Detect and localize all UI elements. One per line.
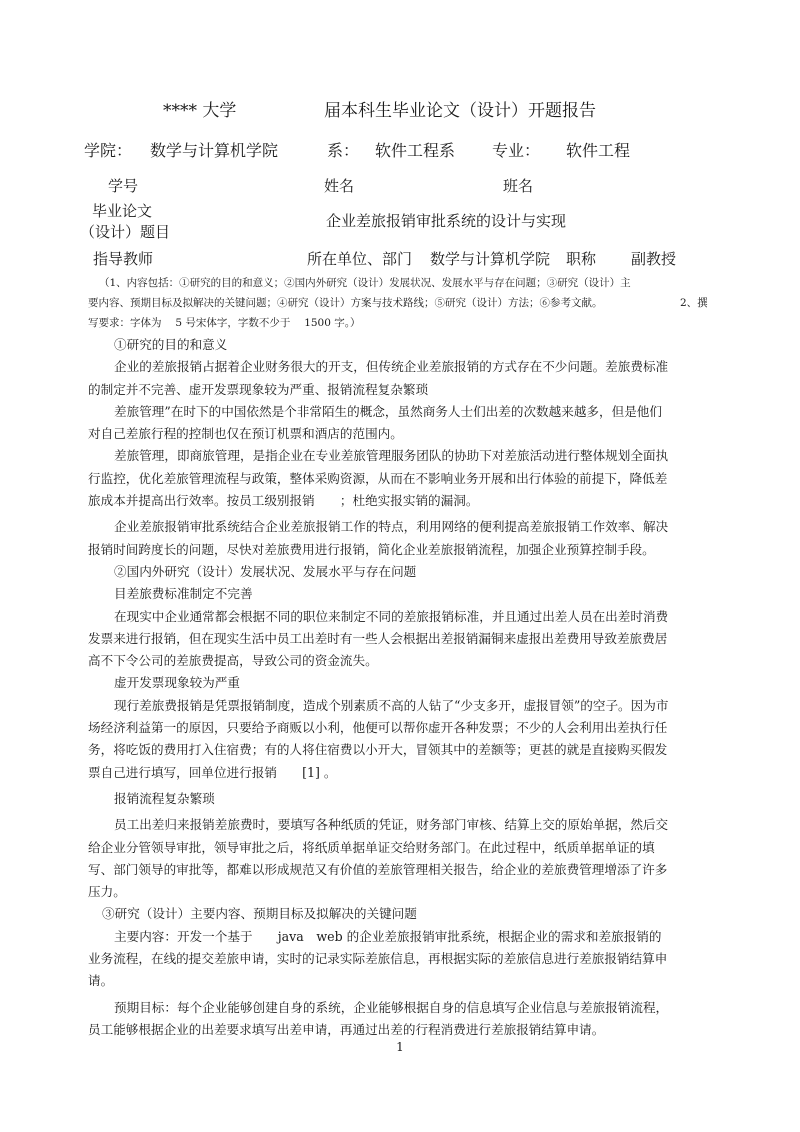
paragraph: 员工出差归来报销差旅费时，要填写各种纸质的凭证，财务部门审核、结算上交的原始单据，然后交给企业分管领导审批，领导审批之后，将纸质单据单证交给财务部门。在此过程中，纸质单据单证的填写、部门领导的审批等，都难以形成规范又有价值的差旅管理相关报告，给企业的差旅费管理增添了许多压力。	[88, 817, 669, 900]
rank-label: 职称	[566, 250, 597, 268]
unit-value: 数学与计算机学院	[430, 250, 551, 268]
college-value: 数学与计算机学院	[150, 141, 279, 160]
paragraph: 差旅管理”在时下的中国依然是个非常陌生的概念，虽然商务人士们出差的次数越来越多，但是他们对自己差旅行程的控制也仅在预订机票和酒店的范围内。	[88, 403, 662, 442]
dept-value: 软件工程系	[375, 141, 456, 160]
paragraph: 差旅管理，即商旅管理，是指企业在专业差旅管理服务团队的协助下对差旅活动进行整体规划全面执行监控，优化差旅管理流程与政策，整体采购资源，从而在不影响业务开展和出行体验的前提下，降低差旅成本并提高出行效率。按员工级别报销 ；杜绝实报实销的漏洞。	[88, 448, 669, 509]
paragraph: 主要内容：开发一个基于 java web 的企业差旅报销审批系统，根据企业的需求和差旅报销的业务流程，在线的提交差旅申请，实时的记录实际差旅信息，再根据实际的差旅信息进行差旅报销结算申请。	[88, 928, 668, 989]
section-heading: ②国内外研究（设计）发展状况、发展水平与存在问题	[114, 563, 417, 579]
university-name: **** 大学	[163, 101, 237, 121]
student-name-label: 姓名	[324, 177, 355, 195]
report-body	[88, 334, 673, 1041]
subsection-heading: 目差旅费标准制定不完善	[114, 586, 253, 602]
page-number: 1	[396, 1040, 404, 1054]
student-id-label: 学号	[108, 177, 139, 195]
instructions-line3: 写要求：字体为 5 号宋体字，字数不少于 1500 字。）	[88, 317, 361, 329]
class-label: 班名	[503, 177, 534, 195]
thesis-title-label-line2: （设计）题目	[80, 223, 171, 241]
instructions-line2-tail: 2、撰	[680, 297, 708, 309]
report-title: 届本科生毕业论文（设计）开题报告	[324, 101, 596, 121]
subsection-heading: 报销流程复杂繁琐	[114, 790, 215, 806]
paragraph: 现行差旅费报销是凭票报销制度，造成个别素质不高的人钻了“少支多开，虚报冒领”的空子。因为市场经济利益第一的原因，只要给予商贩以小利，他便可以帮你虚开各种发票；不少的人会利用出差执行任务，将吃饭的费用打入住宿费；有的人将住宿费以小开大，冒领其中的差额等；更甚的就是直接购买假发票自己进行填写，回单位进行报销 [1] 。	[88, 697, 669, 780]
dept-label: 系：	[327, 141, 360, 160]
thesis-title-value: 企业差旅报销审批系统的设计与实现	[326, 212, 567, 230]
college-label: 学院：	[84, 141, 133, 160]
rank-value: 副教授	[631, 250, 677, 268]
paragraph: 在现实中企业通常都会根据不同的职位来制定不同的差旅报销标准，并且通过出差人员在出差时消费发票来进行报销，但在现实生活中员工出差时有一些人会根据出差报销漏铜来虚报出差费用导致差旅费居高不下令公司的差旅费提高，导致公司的资金流失。	[88, 608, 669, 669]
subsection-heading: 虚开发票现象较为严重	[114, 675, 240, 691]
paragraph: 企业的差旅报销占据着企业财务很大的开支，但传统企业差旅报销的方式存在不少问题。差旅费标准的制定并不完善、虚开发票现象较为严重、报销流程复杂繁琐	[88, 359, 669, 397]
unit-label: 所在单位、部门	[307, 250, 413, 268]
paragraph: 企业差旅报销审批系统结合企业差旅报销工作的特点，利用网络的便利提高差旅报销工作效率、解决报销时间跨度长的问题，尽快对差旅费用进行报销，简化企业差旅报销流程，加强企业预算控制手段。	[88, 519, 669, 557]
instructions-line2: 要内容、预期目标及拟解决的关键问题；④研究（设计）方案与技术路线；⑤研究（设计）方法；⑥参考文献。	[88, 297, 603, 309]
instructions-line1: （1、内容包括：①研究的目的和意义；②国内外研究（设计）发展状况、发展水平与存在问题；③研究（设计）主	[99, 277, 631, 289]
thesis-title-label-line1: 毕业论文	[92, 202, 153, 220]
section-heading: ①研究的目的和意义	[114, 337, 228, 352]
major-label: 专业：	[492, 141, 541, 160]
major-value: 软件工程	[566, 141, 631, 160]
section-heading: ③研究（设计）主要内容、预期目标及拟解决的关键问题	[102, 906, 417, 922]
advisor-label: 指导教师	[93, 250, 154, 268]
paragraph: 预期目标：每个企业能够创建自身的系统，企业能够根据自身的信息填写企业信息与差旅报销流程，员工能够根据企业的出差要求填写出差申请，再通过出差的行程消费进行差旅报销结算申请。	[88, 999, 669, 1037]
